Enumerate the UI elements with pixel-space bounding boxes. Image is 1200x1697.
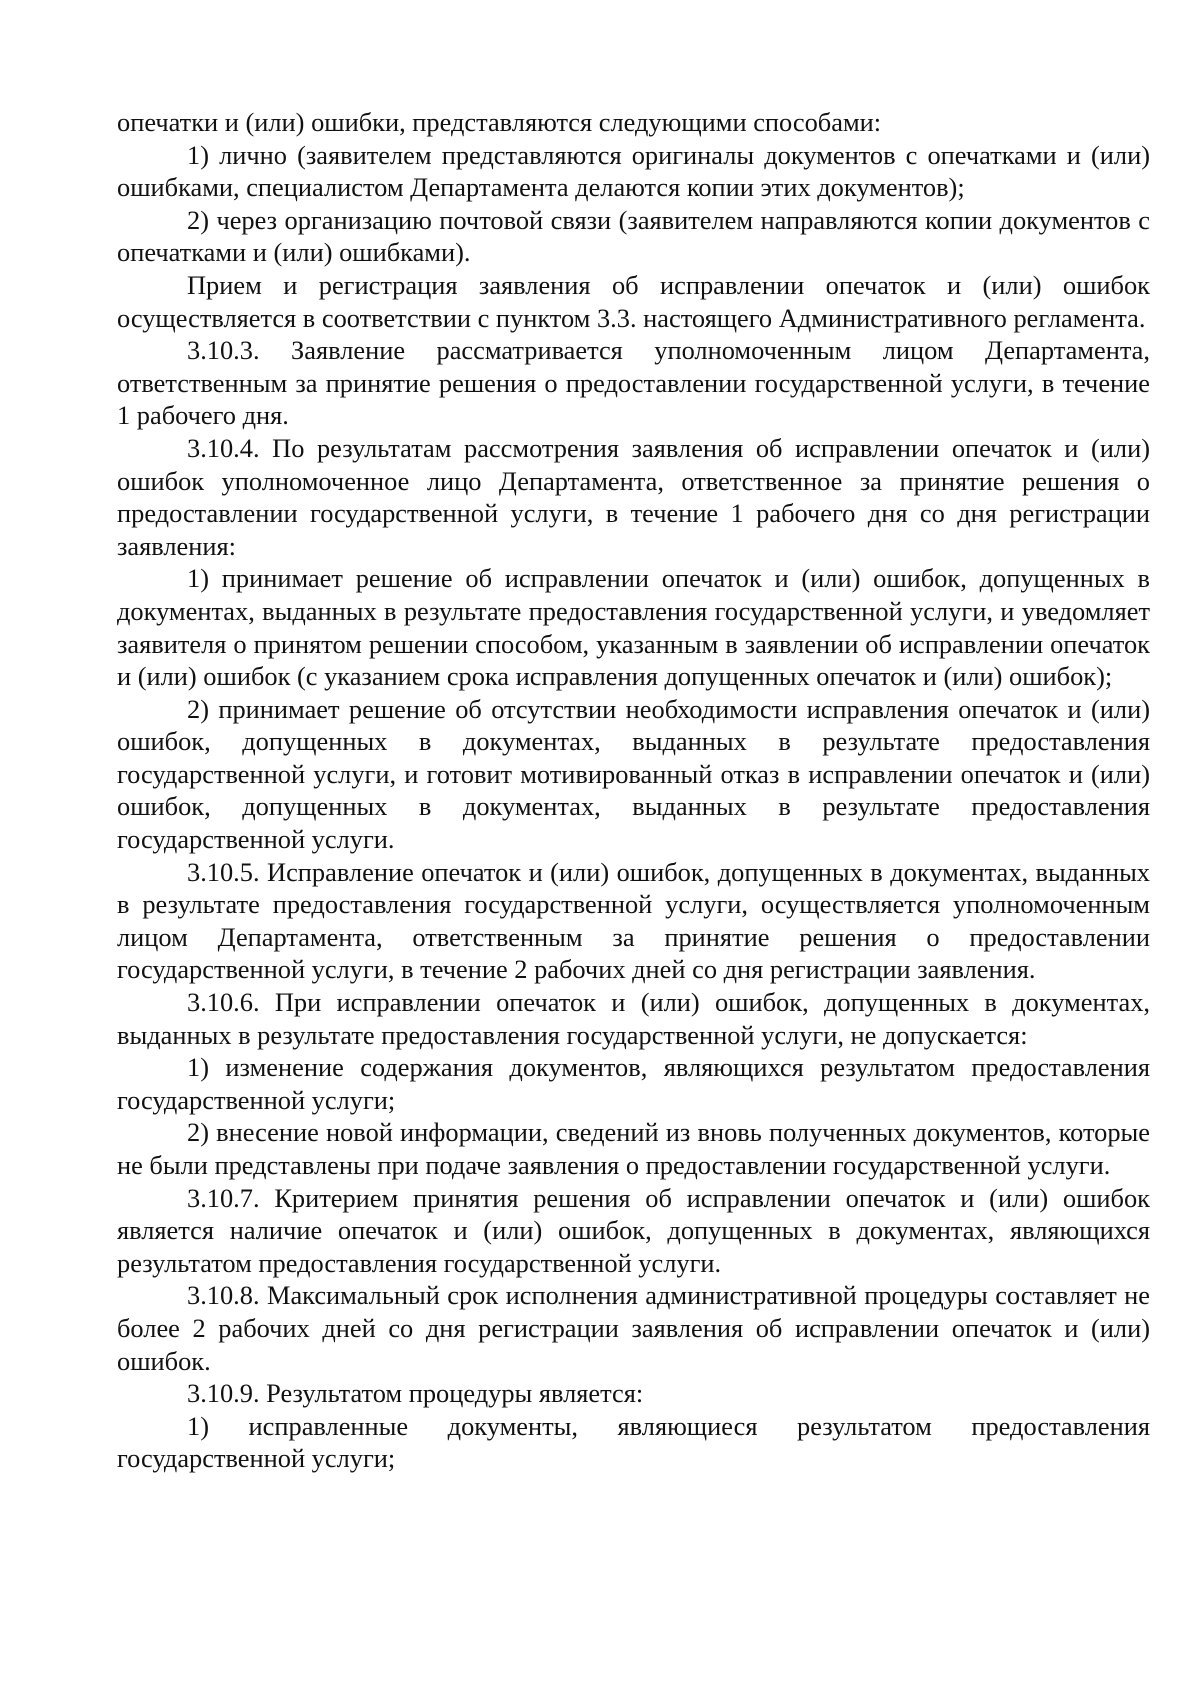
- document-page: [117, 106, 1150, 1475]
- paragraph-3-10-5: 3.10.5. Исправление опечаток и (или) ошибок, допущенных в документах, выданных в результате предоставления государственной услуги, осуществляется уполномоченным лицом Департамента, ответственным за принятие решения о предоставлении государственной услуги, в течение 2 рабочих дней со дня регистрации заявления.: [117, 856, 1150, 985]
- paragraph-3-10-6-item-2: 2) внесение новой информации, сведений из вновь полученных документов, которые не были представлены при подаче заявления о предоставлении государственной услуги.: [117, 1117, 1150, 1180]
- paragraph-3-10-3: 3.10.3. Заявление рассматривается уполномоченным лицом Департамента, ответственным за принятие решения о предоставлении государственной услуги, в течение 1 рабочего дня.: [117, 335, 1150, 431]
- paragraph-3-10-6-item-1: 1) изменение содержания документов, являющихся результатом предоставления государственной услуги;: [117, 1052, 1150, 1115]
- paragraph-3-10-7: 3.10.7. Критерием принятия решения об исправлении опечаток и (или) ошибок является наличие опечаток и (или) ошибок, допущенных в документах, являющихся результатом предоставления государственной услуги.: [117, 1182, 1150, 1278]
- paragraph-3-10-9-item-1: 1) исправленные документы, являющиеся результатом предоставления государственной услуги;: [117, 1410, 1150, 1474]
- paragraph-3-10-4-item-2: 2) принимает решение об отсутствии необходимости исправления опечаток и (или) ошибок, допущенных в документах, выданных в результате предоставления государственной услуги, и готовит мотивированный отказ в исправлении опечаток и (или) ошибок, допущенных в документах, выданных в результате предоставления государственной услуги.: [117, 693, 1150, 855]
- paragraph-3-10-4: 3.10.4. По результатам рассмотрения заявления об исправлении опечаток и (или) ошибок уполномоченное лицо Департамента, ответственное за принятие решения о предоставлении государственной услуги, в течение 1 рабочего дня со дня регистрации заявления:: [117, 432, 1150, 561]
- paragraph-3-10-6: 3.10.6. При исправлении опечаток и (или) ошибок, допущенных в документах, выданных в результате предоставления государственной услуги, не допускается:: [117, 987, 1150, 1050]
- paragraph-continuation: опечатки и (или) ошибки, представляются следующими способами:: [117, 107, 882, 137]
- paragraph-reception-registration: Прием и регистрация заявления об исправлении опечаток и (или) ошибок осуществляется в соответствии с пунктом 3.3. настоящего Административного регламента.: [117, 269, 1150, 333]
- paragraph-3-10-9: 3.10.9. Результатом процедуры является:: [187, 1378, 644, 1409]
- paragraph-3-10-4-item-1: 1) принимает решение об исправлении опечаток и (или) ошибок, допущенных в документах, выданных в результате предоставления государственной услуги, и уведомляет заявителя о принятом решении способом, указанным в заявлении об исправлении опечаток и (или) ошибок (с указанием срока исправления допущенных опечаток и (или) ошибок);: [117, 563, 1150, 692]
- paragraph-item-2-by-post: 2) через организацию почтовой связи (заявителем направляются копии документов с опечатками и (или) ошибками).: [117, 204, 1150, 268]
- paragraph-3-10-8: 3.10.8. Максимальный срок исполнения административной процедуры составляет не более 2 рабочих дней со дня регистрации заявления об исправлении опечаток и (или) ошибок.: [117, 1280, 1150, 1376]
- paragraph-item-1-in-person: 1) лично (заявителем представляются оригиналы документов с опечатками и (или) ошибками, специалистом Департамента делаются копии этих документов);: [117, 139, 1150, 203]
